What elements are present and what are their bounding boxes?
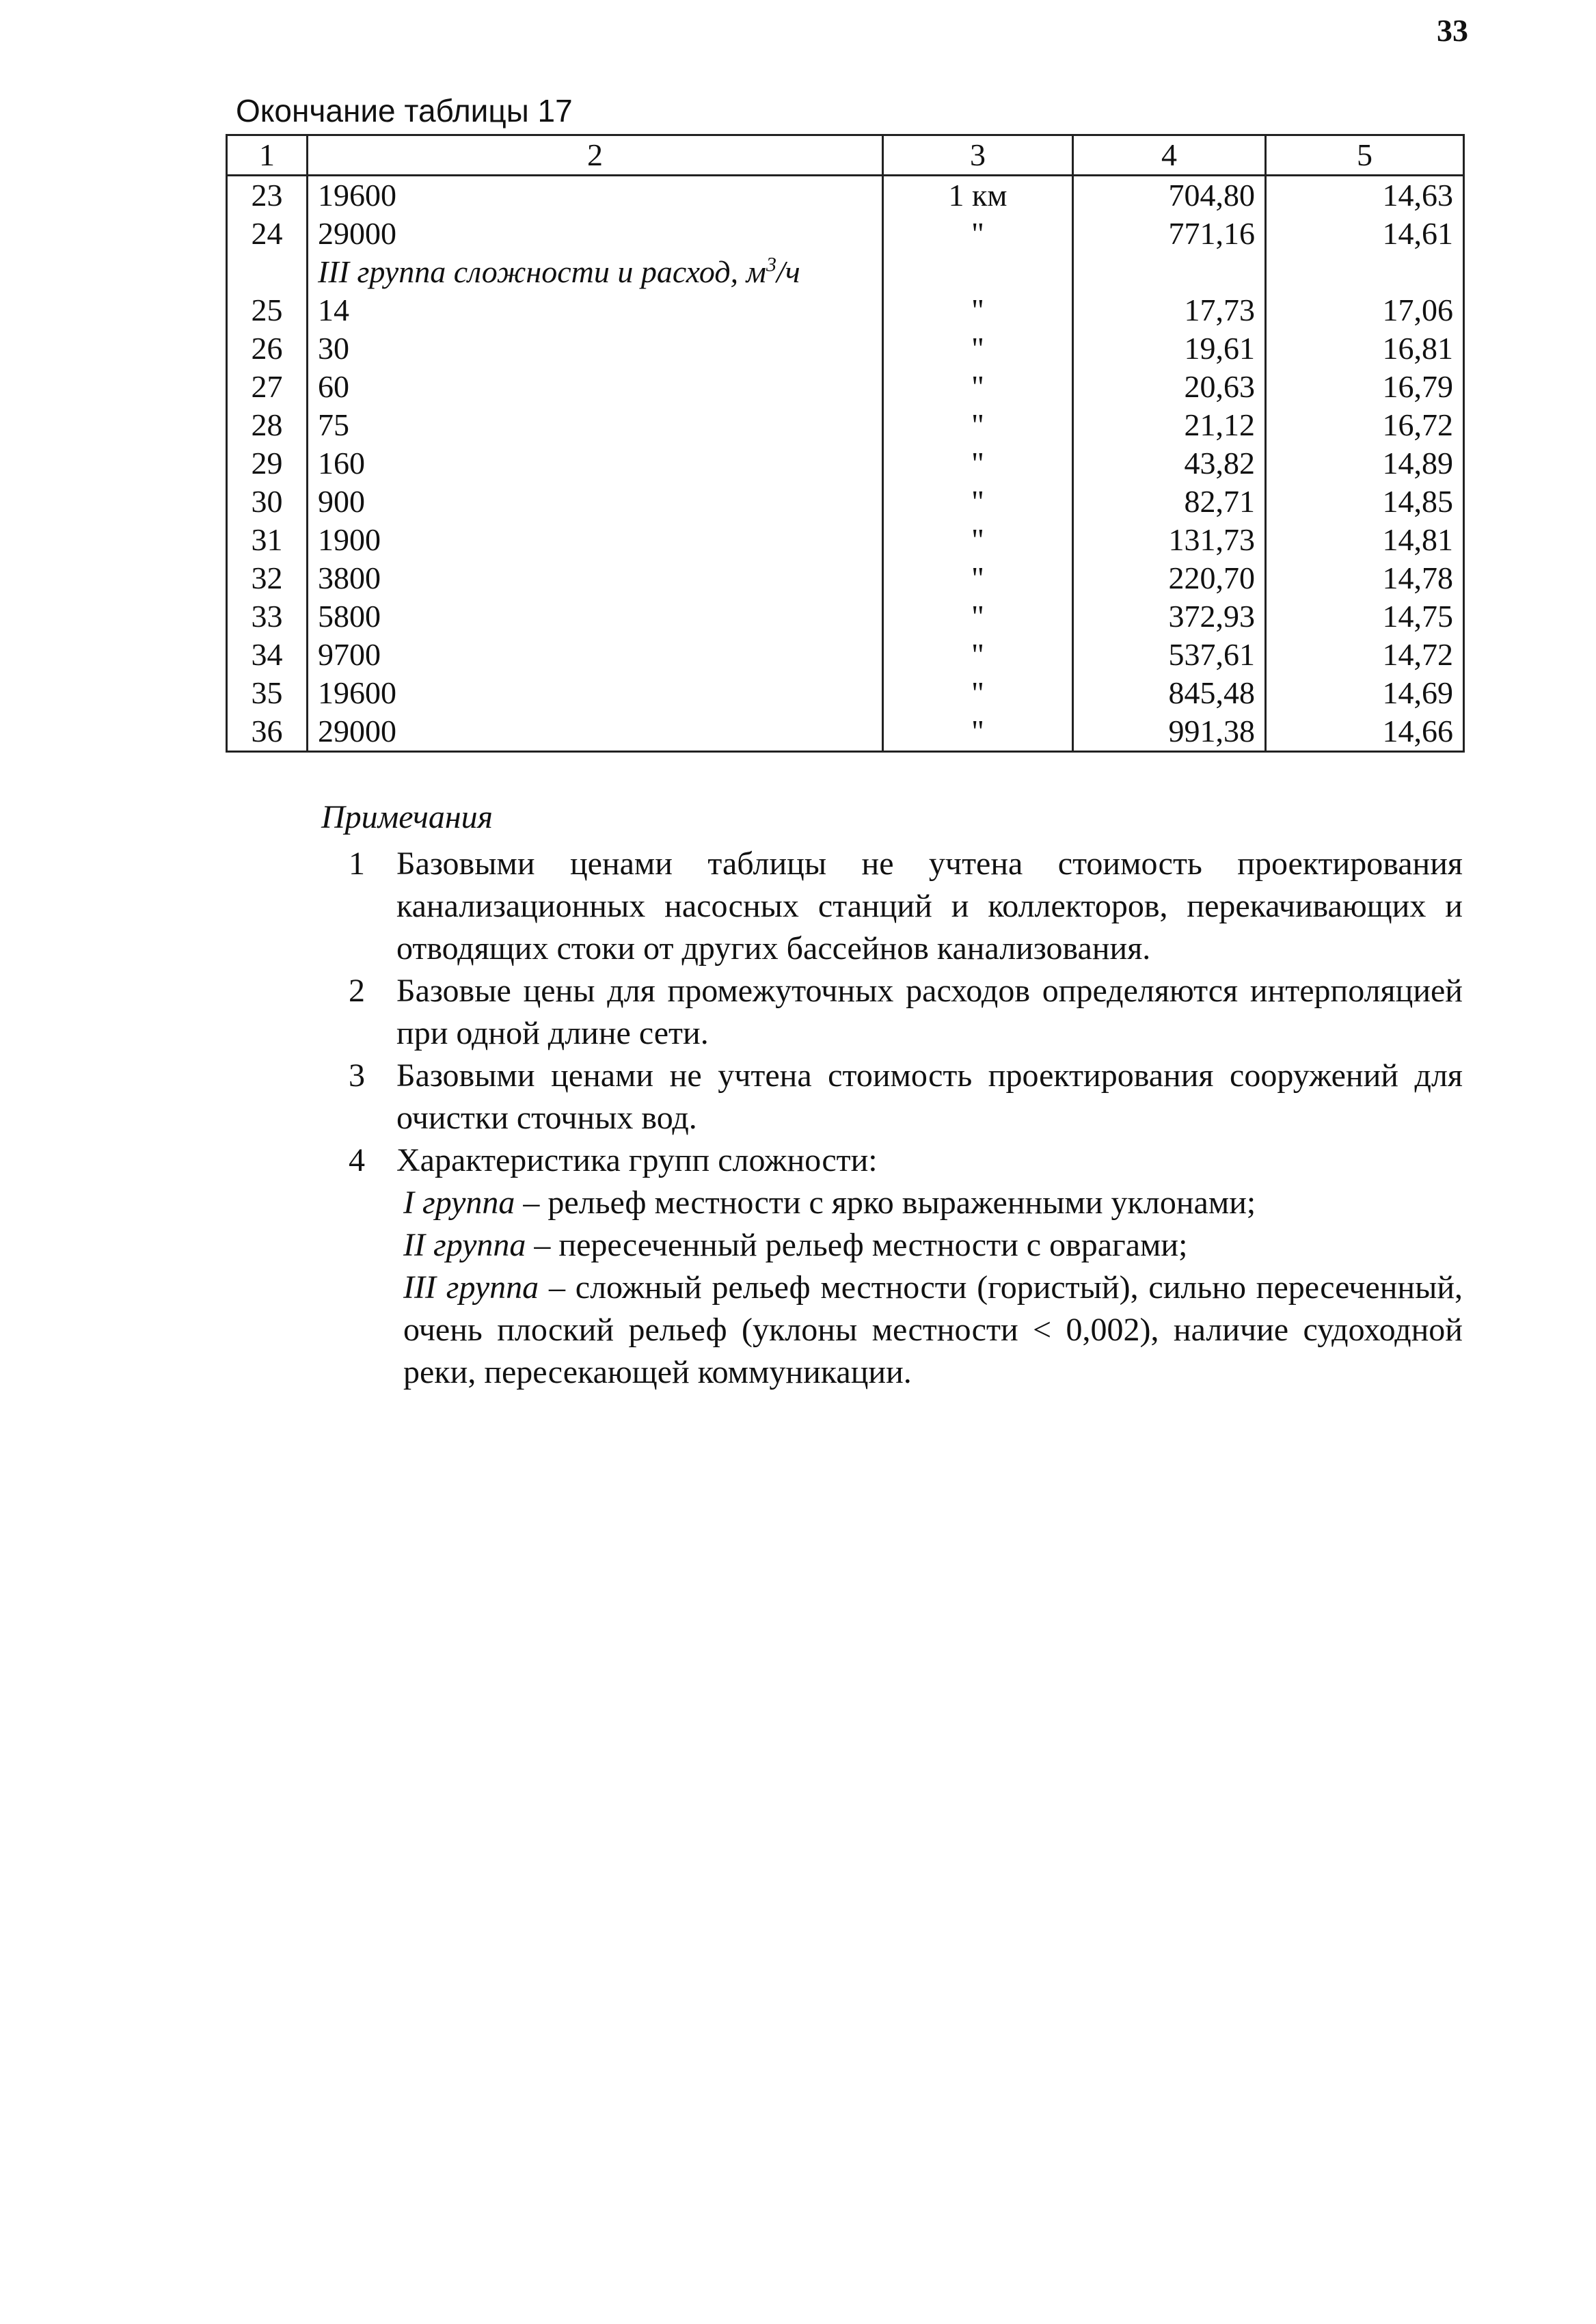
row-value-cell: 14 — [308, 291, 883, 329]
empty-cell — [227, 253, 308, 291]
column-header: 2 — [308, 135, 883, 176]
row-price-cell: 17,73 — [1073, 291, 1266, 329]
column-header: 1 — [227, 135, 308, 176]
row-number-cell: 31 — [227, 521, 308, 559]
notes-section — [321, 796, 1463, 1394]
row-unit-cell: " — [883, 483, 1073, 521]
table-row — [227, 291, 1464, 329]
table-row — [227, 597, 1464, 636]
price-table — [226, 134, 1465, 753]
row-coefficient-cell: 14,75 — [1266, 597, 1464, 636]
complexity-group-description: – рельеф местности с ярко выраженными уклонами; — [515, 1185, 1256, 1221]
empty-cell — [883, 253, 1073, 291]
row-number-cell: 34 — [227, 636, 308, 674]
row-price-cell: 991,38 — [1073, 712, 1266, 752]
row-unit-cell: " — [883, 329, 1073, 368]
table-row — [227, 215, 1464, 253]
row-unit-cell: " — [883, 636, 1073, 674]
row-unit-cell: " — [883, 559, 1073, 597]
note-text: Базовые цены для промежуточных расходов определяются интерполяцией при одной длине сети. — [396, 973, 1463, 1051]
row-unit-cell: " — [883, 444, 1073, 483]
table-header-row — [227, 135, 1464, 176]
row-coefficient-cell: 14,61 — [1266, 215, 1464, 253]
table-row — [227, 674, 1464, 712]
note-number: 3 — [349, 1057, 365, 1094]
row-coefficient-cell: 14,63 — [1266, 176, 1464, 215]
note-item — [321, 1139, 1463, 1182]
row-price-cell: 220,70 — [1073, 559, 1266, 597]
table-caption: Окончание таблицы 17 — [236, 93, 573, 129]
table-group-row — [227, 253, 1464, 291]
row-coefficient-cell: 14,81 — [1266, 521, 1464, 559]
row-number-cell: 36 — [227, 712, 308, 752]
row-number-cell: 23 — [227, 176, 308, 215]
column-header: 3 — [883, 135, 1073, 176]
row-number-cell: 35 — [227, 674, 308, 712]
row-value-cell: 30 — [308, 329, 883, 368]
table-row — [227, 559, 1464, 597]
row-value-cell: 160 — [308, 444, 883, 483]
complexity-group-name: II группа — [403, 1227, 526, 1263]
row-value-cell: 19600 — [308, 674, 883, 712]
row-price-cell: 43,82 — [1073, 444, 1266, 483]
group-label: III группа сложности и расход, м — [318, 254, 766, 289]
row-number-cell: 32 — [227, 559, 308, 597]
row-unit-cell: " — [883, 597, 1073, 636]
row-price-cell: 771,16 — [1073, 215, 1266, 253]
empty-cell — [1266, 253, 1464, 291]
row-number-cell: 26 — [227, 329, 308, 368]
row-coefficient-cell: 16,81 — [1266, 329, 1464, 368]
table-row — [227, 444, 1464, 483]
row-unit-cell: 1 км — [883, 176, 1073, 215]
row-number-cell: 24 — [227, 215, 308, 253]
row-unit-cell: " — [883, 368, 1073, 406]
complexity-groups-list — [321, 1182, 1463, 1394]
empty-cell — [1073, 253, 1266, 291]
column-header: 4 — [1073, 135, 1266, 176]
row-number-cell: 30 — [227, 483, 308, 521]
row-coefficient-cell: 14,85 — [1266, 483, 1464, 521]
row-coefficient-cell: 14,72 — [1266, 636, 1464, 674]
row-price-cell: 537,61 — [1073, 636, 1266, 674]
row-coefficient-cell: 14,66 — [1266, 712, 1464, 752]
complexity-group-item — [403, 1267, 1463, 1394]
group-label-tail: /ч — [776, 254, 800, 289]
row-price-cell: 372,93 — [1073, 597, 1266, 636]
row-value-cell: 29000 — [308, 712, 883, 752]
row-price-cell: 19,61 — [1073, 329, 1266, 368]
row-unit-cell: " — [883, 521, 1073, 559]
row-number-cell: 33 — [227, 597, 308, 636]
row-price-cell: 82,71 — [1073, 483, 1266, 521]
row-value-cell: 9700 — [308, 636, 883, 674]
row-value-cell: 900 — [308, 483, 883, 521]
note-text: Базовыми ценами таблицы не учтена стоимость проектирования канализационных насосных станций и коллекторов, перекачивающих и отводящих стоки от других бассейнов канализования. — [396, 846, 1463, 967]
note-number: 2 — [349, 973, 365, 1009]
row-coefficient-cell: 17,06 — [1266, 291, 1464, 329]
row-unit-cell: " — [883, 712, 1073, 752]
row-value-cell: 29000 — [308, 215, 883, 253]
row-number-cell: 28 — [227, 406, 308, 444]
row-value-cell: 19600 — [308, 176, 883, 215]
row-coefficient-cell: 14,69 — [1266, 674, 1464, 712]
page-number: 33 — [1437, 13, 1468, 48]
row-value-cell: 5800 — [308, 597, 883, 636]
row-unit-cell: " — [883, 406, 1073, 444]
note-number: 4 — [349, 1142, 365, 1178]
complexity-group-item — [403, 1224, 1463, 1267]
table-row — [227, 521, 1464, 559]
row-value-cell: 75 — [308, 406, 883, 444]
row-coefficient-cell: 14,78 — [1266, 559, 1464, 597]
note-text: Характеристика групп сложности: — [396, 1142, 878, 1178]
group-label-cell — [308, 253, 883, 291]
note-item — [321, 843, 1463, 970]
complexity-group-name: III группа — [403, 1269, 539, 1306]
group-label-superscript: 3 — [766, 253, 776, 276]
notes-title: Примечания — [321, 799, 493, 835]
row-price-cell: 131,73 — [1073, 521, 1266, 559]
note-number: 1 — [349, 846, 365, 882]
complexity-group-description: – сложный рельеф местности (гористый), сильно пересеченный, очень плоский рельеф (уклоны местности < 0,002), наличие судоходной реки, пересекающей коммуникации. — [403, 1269, 1463, 1390]
row-coefficient-cell: 14,89 — [1266, 444, 1464, 483]
row-price-cell: 704,80 — [1073, 176, 1266, 215]
complexity-group-item — [403, 1182, 1463, 1224]
table-row — [227, 636, 1464, 674]
notes-list — [321, 843, 1463, 1182]
row-price-cell: 20,63 — [1073, 368, 1266, 406]
table-row — [227, 176, 1464, 215]
row-number-cell: 29 — [227, 444, 308, 483]
note-item — [321, 970, 1463, 1055]
row-number-cell: 27 — [227, 368, 308, 406]
row-price-cell: 845,48 — [1073, 674, 1266, 712]
table-row — [227, 368, 1464, 406]
row-coefficient-cell: 16,72 — [1266, 406, 1464, 444]
row-unit-cell: " — [883, 215, 1073, 253]
note-item — [321, 1055, 1463, 1139]
table-row — [227, 329, 1464, 368]
table-body — [227, 176, 1464, 752]
table-row — [227, 483, 1464, 521]
table-row — [227, 712, 1464, 752]
row-value-cell: 1900 — [308, 521, 883, 559]
row-value-cell: 3800 — [308, 559, 883, 597]
table-row — [227, 406, 1464, 444]
note-text: Базовыми ценами не учтена стоимость проектирования сооружений для очистки сточных вод. — [396, 1057, 1463, 1136]
column-header: 5 — [1266, 135, 1464, 176]
row-price-cell: 21,12 — [1073, 406, 1266, 444]
row-unit-cell: " — [883, 674, 1073, 712]
complexity-group-name: I группа — [403, 1185, 515, 1221]
row-value-cell: 60 — [308, 368, 883, 406]
row-unit-cell: " — [883, 291, 1073, 329]
complexity-group-description: – пересеченный рельеф местности с оврагами; — [526, 1227, 1188, 1263]
row-coefficient-cell: 16,79 — [1266, 368, 1464, 406]
row-number-cell: 25 — [227, 291, 308, 329]
